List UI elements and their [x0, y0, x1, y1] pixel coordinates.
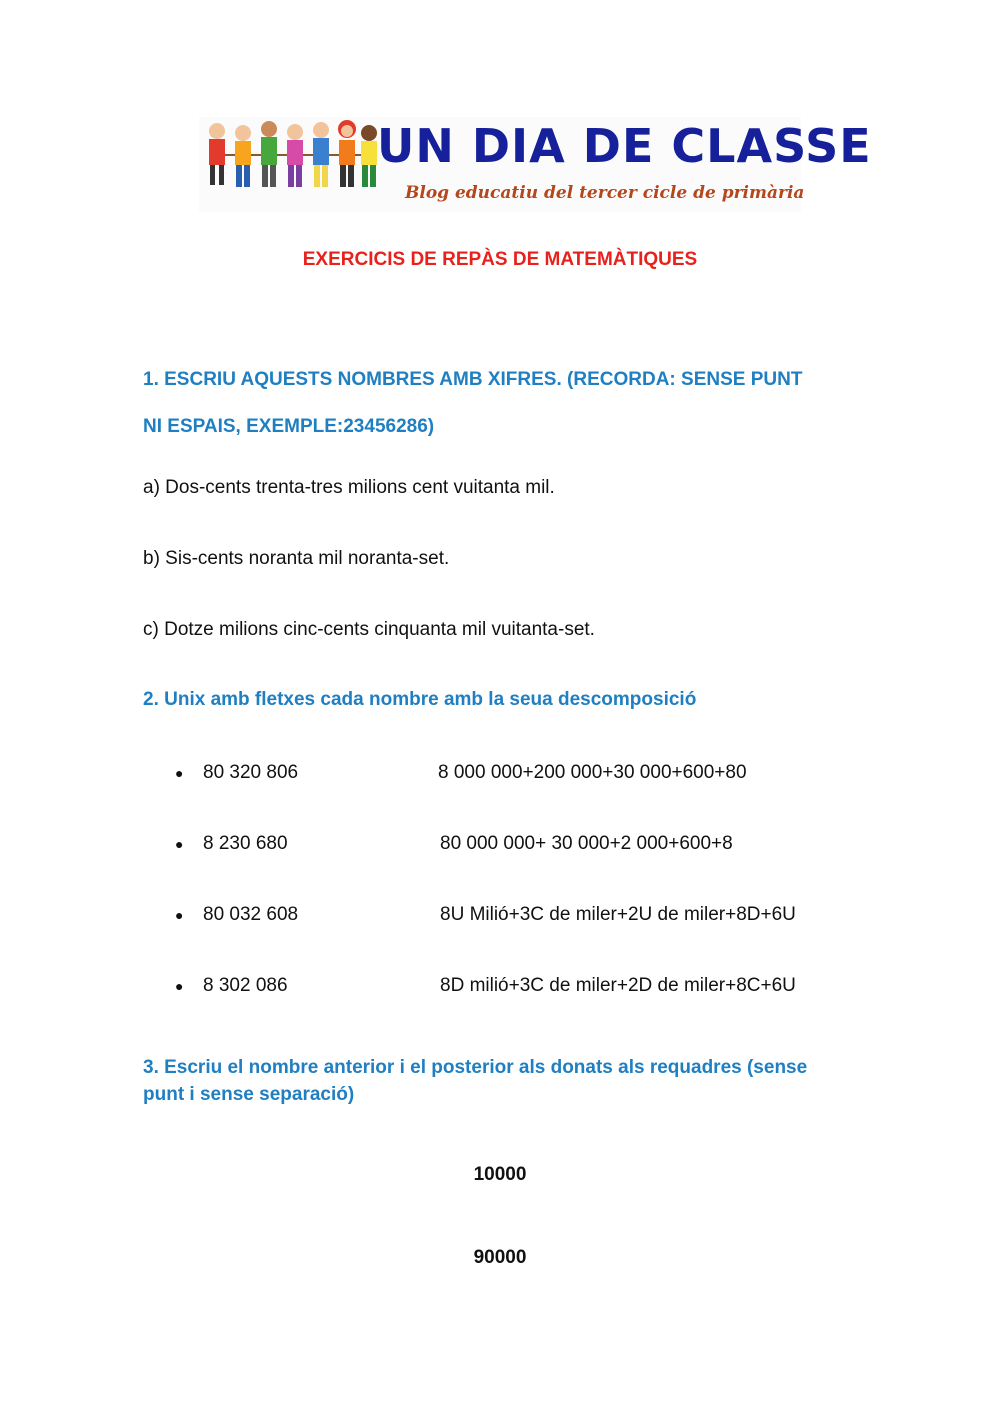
q2-decomposition-4: 8D milió+3C de miler+2D de miler+8C+6U: [440, 975, 796, 996]
page-title: EXERCICIS DE REPÀS DE MATEMÀTIQUES: [302, 249, 698, 270]
question-3-title-line-1: 3. Escriu el nombre anterior i el posterior als donats als requadres (sense: [143, 1057, 808, 1078]
banner-title: UN DIA DE CLASSE: [377, 119, 872, 173]
q2-decomposition-2: 80 000 000+ 30 000+2 000+600+8: [440, 833, 733, 854]
question-2-title: 2. Unix amb fletxes cada nombre amb la seua descomposició: [143, 689, 697, 710]
children-illustration: [199, 117, 379, 212]
q3-number-2: 90000: [473, 1247, 527, 1268]
question-1-title-line-2: NI ESPAIS, EXEMPLE:23456286): [143, 416, 435, 437]
question-1-item-c: c) Dotze milions cinc-cents cinquanta mil vuitanta-set.: [143, 619, 595, 640]
q2-number-2: 8 230 680: [203, 833, 288, 854]
question-3-title-line-2: punt i sense separació): [143, 1084, 355, 1105]
banner-subtitle: Blog educatiu del tercer cicle de primària: [405, 183, 805, 203]
q2-number-4: 8 302 086: [203, 975, 288, 996]
q3-number-1: 10000: [473, 1164, 527, 1185]
question-1-item-a: a) Dos-cents trenta-tres milions cent vuitanta mil.: [143, 477, 555, 498]
q2-number-1: 80 320 806: [203, 762, 299, 783]
q2-decomposition-3: 8U Milió+3C de miler+2U de miler+8D+6U: [440, 904, 796, 925]
bullet-icon: ●: [175, 978, 184, 994]
q2-decomposition-1: 8 000 000+200 000+30 000+600+80: [438, 762, 747, 783]
question-1-item-b: b) Sis-cents noranta mil noranta-set.: [143, 548, 450, 569]
blog-banner: [199, 117, 872, 212]
bullet-icon: ●: [175, 836, 184, 852]
bullet-icon: ●: [175, 907, 184, 923]
q2-number-3: 80 032 608: [203, 904, 299, 925]
bullet-icon: ●: [175, 765, 184, 781]
question-1-title-line-1: 1. ESCRIU AQUESTS NOMBRES AMB XIFRES. (RECORDA: SENSE PUNT: [143, 369, 803, 390]
